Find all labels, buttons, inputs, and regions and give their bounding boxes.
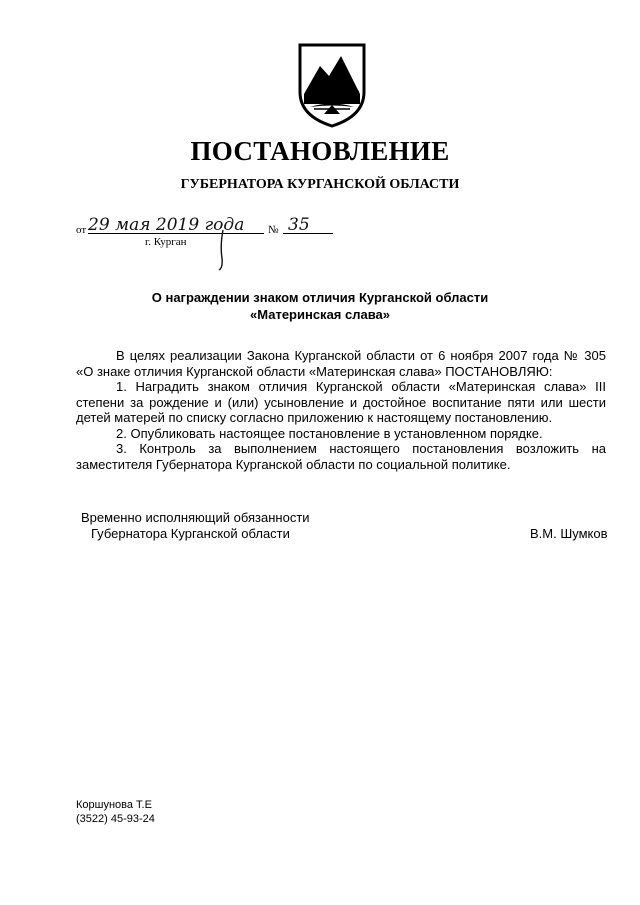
subject-line-1: О награждении знаком отличия Курганской области <box>151 290 489 305</box>
subject-line-2: «Материнская слава» <box>250 307 390 322</box>
clause-1: 1. Наградить знаком отличия Курганской области «Материнская слава» III степени за рождение и (или) усыновление и достойное воспитание пяти или шести детей матерей по списку согласно приложению к настоящему постановлению. <box>76 379 606 425</box>
date-underline <box>88 233 264 234</box>
clause-3: 3. Контроль за выполнением настоящего постановления возложить на заместителя Губернатора Курганской области по социальной политике. <box>76 441 606 472</box>
coat-of-arms-emblem <box>296 42 368 128</box>
position-line-2: Губернатора Курганской области <box>91 525 290 541</box>
executor-info <box>76 798 155 826</box>
document-subtitle: ГУБЕРНАТОРА КУРГАНСКОЙ ОБЛАСТИ <box>180 177 460 192</box>
position-line-1: Временно исполняющий обязанности <box>81 510 310 525</box>
preamble-line-1: В целях реализации Закона Курганской области от 6 ноября 2007 года № 305 <box>116 348 606 363</box>
handwritten-number: 35 <box>288 215 310 235</box>
date-prefix: от <box>76 224 87 236</box>
signatory-position <box>81 510 310 541</box>
handwritten-date: 29 мая 2019 года <box>88 215 245 235</box>
clause-2: 2. Опубликовать настоящее постановление в установленном порядке. <box>116 425 543 441</box>
number-label: № <box>268 224 279 236</box>
document-title: ПОСТАНОВЛЕНИЕ <box>190 136 450 166</box>
resolution-subject <box>0 289 640 323</box>
executor-name: Коршунова Т.Е <box>76 799 152 811</box>
preamble-line-2: «О знаке отличия Курганской области «Материнская слава» ПОСТАНОВЛЯЮ: <box>76 363 553 379</box>
executor-phone: (3522) 45-93-24 <box>76 813 155 825</box>
signatory-name: В.М. Шумков <box>530 526 608 541</box>
number-underline <box>283 233 333 234</box>
place-name: г. Курган <box>145 236 187 248</box>
handwritten-stroke <box>214 228 232 272</box>
resolution-body <box>76 348 606 472</box>
